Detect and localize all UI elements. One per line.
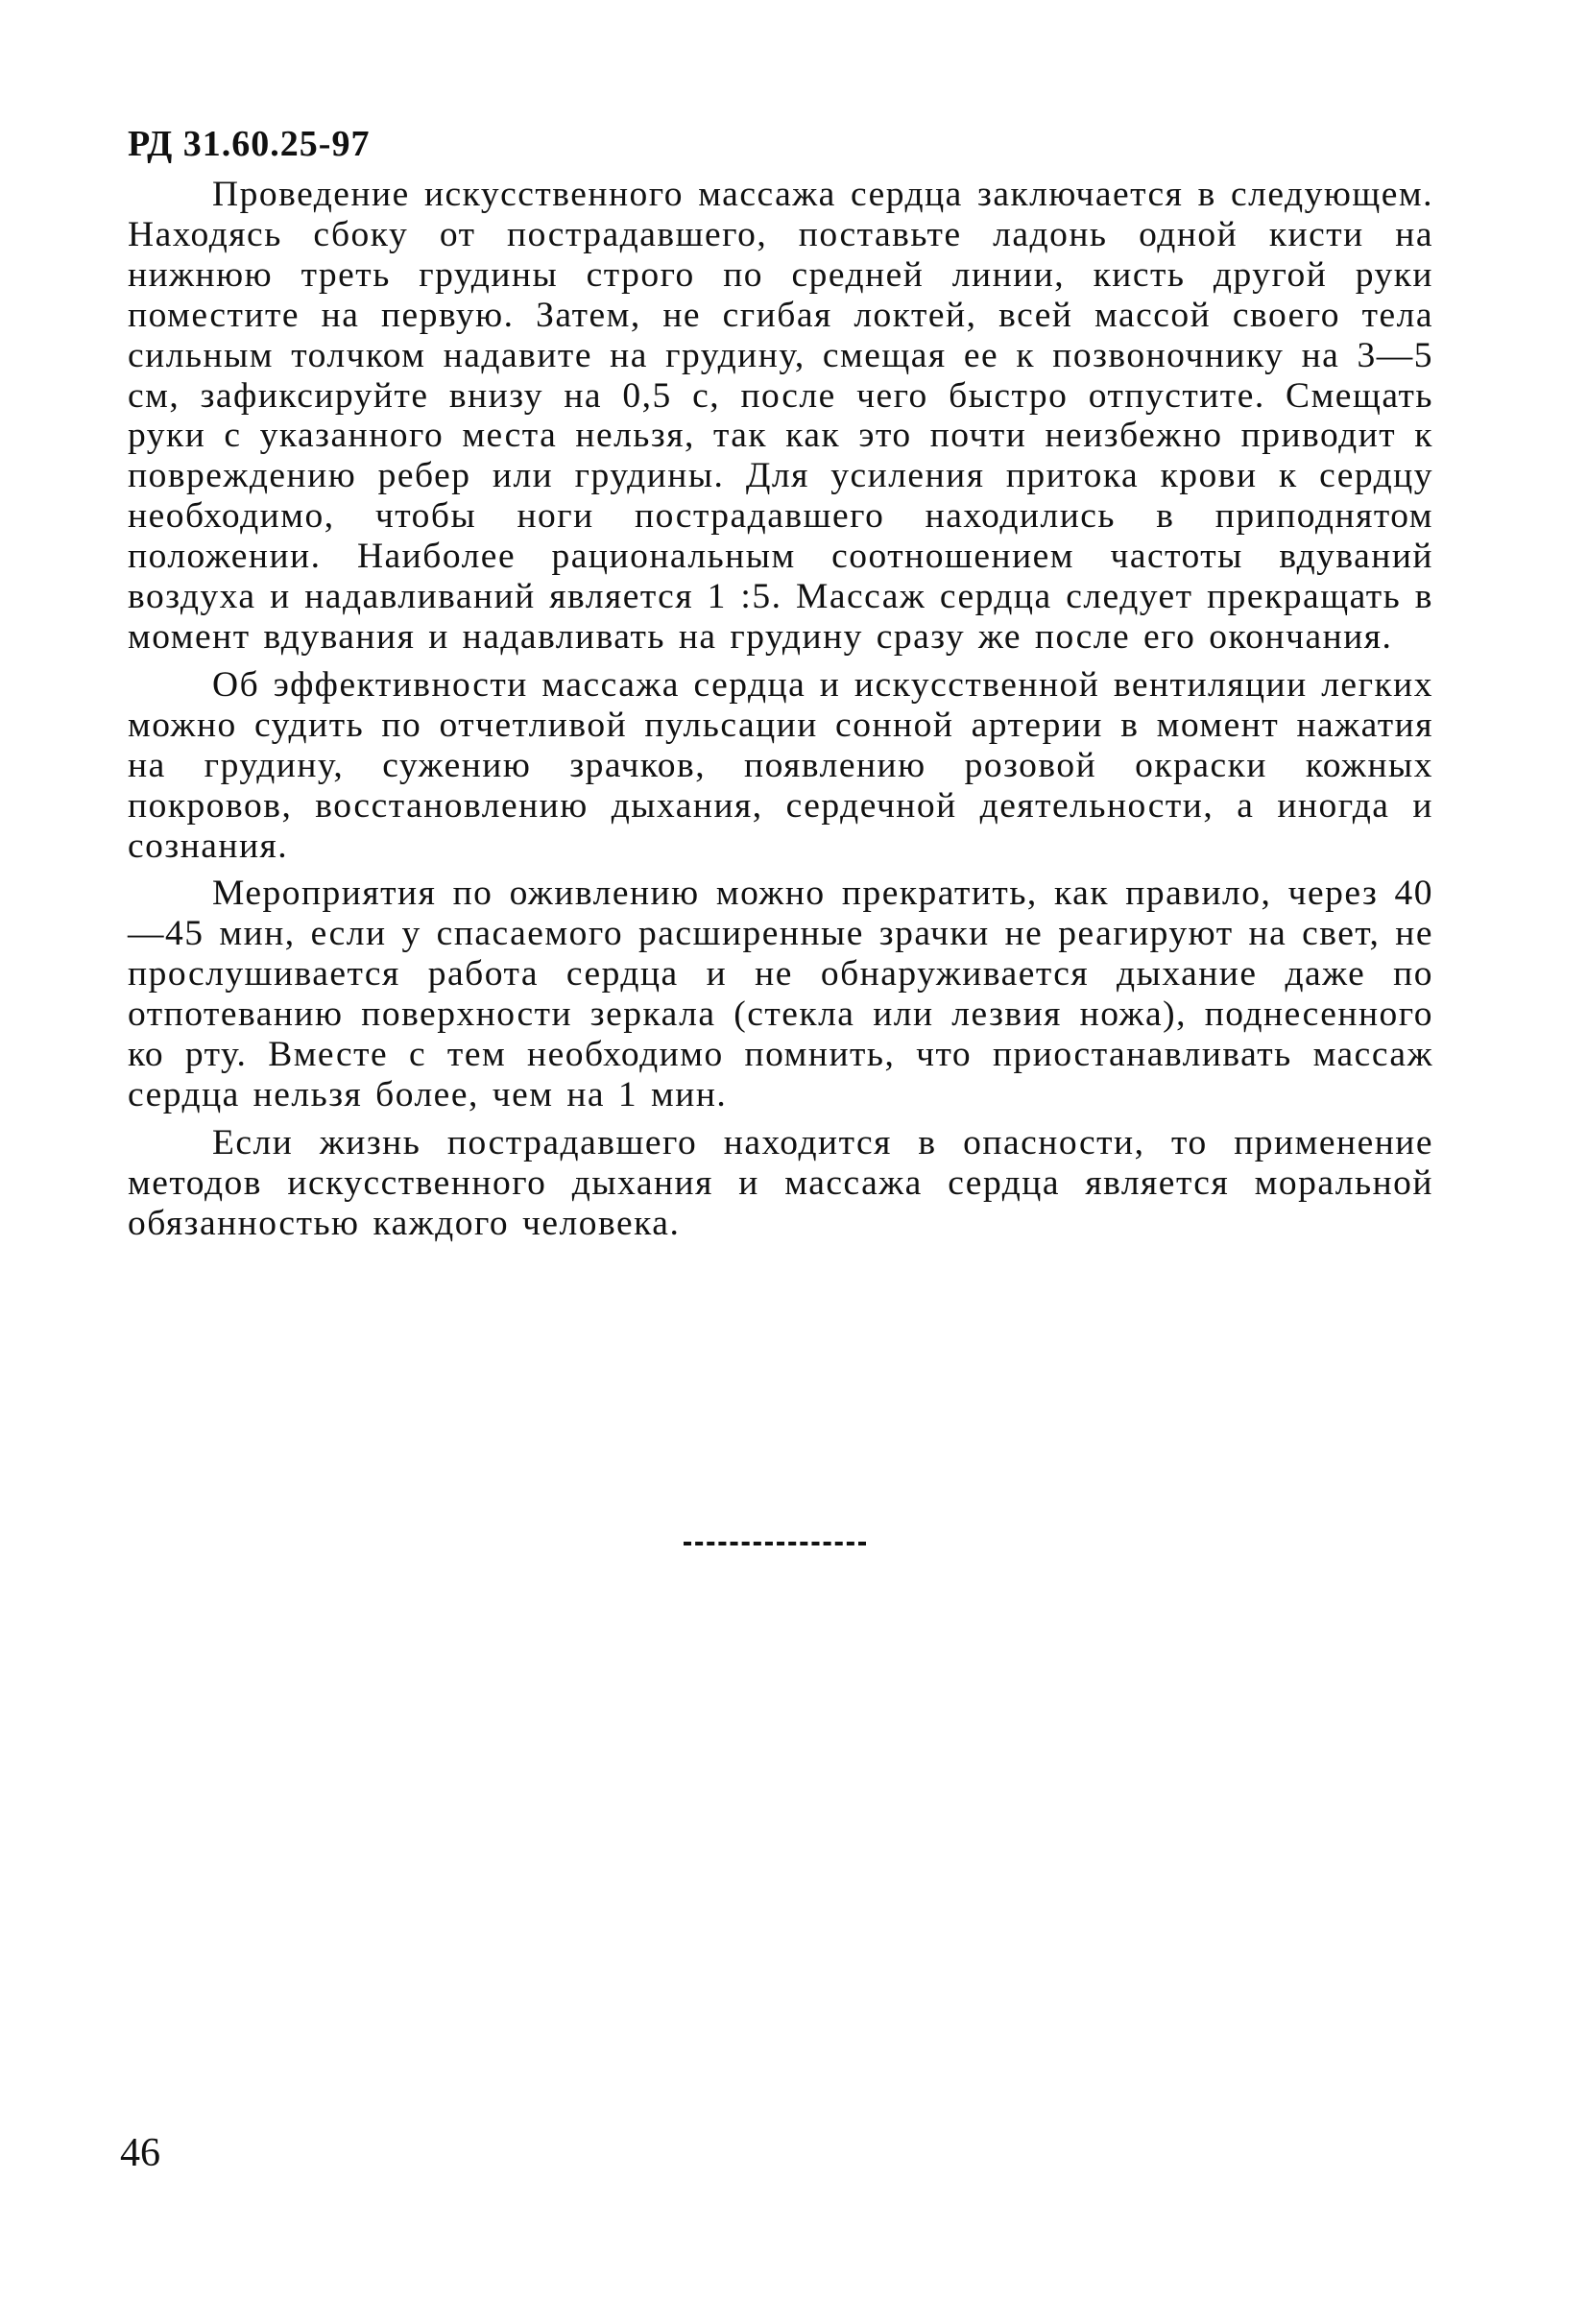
paragraph-stopping-resuscitation: Мероприятия по оживлению можно прекратить, как правило, через 40—45 мин, если у спасаемого расширенные зрачки не реагируют на свет, не прослушивается работа сердца и не обнаруживается дыхание даже по отпотеванию поверхности зеркала (стекла или лезвия ножа), поднесенного ко рту. Вместе с тем необходимо помнить, что приостанавливать массаж сердца нельзя более, чем на 1 мин.: [128, 874, 1433, 1114]
paragraph-cardiac-massage-procedure: Проведение искусственного массажа сердца заключается в следующем. Находясь сбоку от пострадавшего, поставьте ладонь одной кисти на нижнюю треть грудины строго по средней линии, кисть другой руки поместите на первую. Затем, не сгибая локтей, всей массой своего тела сильным толчком надавите на грудину, смещая ее к позвоночнику на 3—5 см, зафиксируйте внизу на 0,5 с, после чего быстро отпустите. Смещать руки с указанного места нельзя, так как это почти неизбежно приводит к повреждению ребер или грудины. Для усиления притока крови к сердцу необходимо, чтобы ноги пострадавшего находились в приподнятом положении. Наиболее рациональным соотношением частоты вдуваний воздуха и надавливаний является 1 :5. Массаж сердца следует прекращать в момент вдувания и надавливать на грудину сразу же после его окончания.: [128, 175, 1433, 657]
paragraph-moral-duty: Если жизнь пострадавшего находится в опасности, то применение методов искусственного дыхания и массажа сердца является моральной обязанностью каждого человека.: [128, 1122, 1433, 1243]
document-code-header: РД 31.60.25-97: [128, 124, 371, 164]
body-text: [128, 175, 1433, 1252]
paragraph-effectiveness-signs: Об эффективности массажа сердца и искусственной вентиляции легких можно судить по отчетливой пульсации сонной артерии в момент нажатия на грудину, сужению зрачков, появлению розовой окраски кожных покровов, восстановлению дыхания, сердечной деятельности, а иногда и сознания.: [128, 664, 1433, 866]
section-end-divider: [684, 1542, 866, 1545]
page-number: 46: [120, 2131, 160, 2175]
